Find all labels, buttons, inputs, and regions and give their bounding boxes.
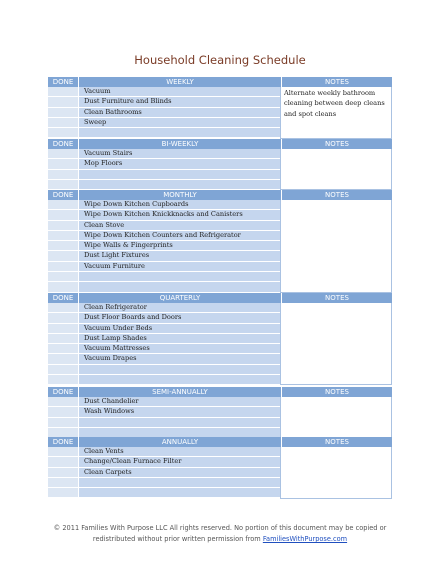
section-header: [48, 190, 392, 200]
section-title: SEMI-ANNUALLY: [78, 387, 281, 397]
done-checkbox-cell[interactable]: [48, 128, 78, 138]
task-cell: [78, 128, 280, 138]
done-checkbox-cell[interactable]: [48, 180, 78, 190]
notes-header: NOTES: [281, 293, 392, 303]
task-cell: Vacuum Mattresses: [78, 344, 280, 354]
task-cell: Wash Windows: [78, 407, 280, 417]
footer-line-1: © 2011 Families With Purpose LLC All rights reserved. No portion of this document may be copied or: [53, 524, 387, 532]
section-semi-annually: [48, 387, 392, 438]
task-cell: Sweep: [78, 118, 280, 128]
done-checkbox-cell[interactable]: [48, 221, 78, 231]
done-checkbox-cell[interactable]: [48, 334, 78, 344]
done-checkbox-cell[interactable]: [48, 354, 78, 364]
task-cell: [78, 375, 280, 385]
task-cell: [78, 282, 280, 292]
task-cell: Clean Vents: [78, 447, 280, 457]
notes-header: NOTES: [281, 190, 392, 200]
section-header: [48, 139, 392, 149]
section-title: MONTHLY: [78, 190, 281, 200]
section-header: [48, 77, 392, 87]
done-header: DONE: [52, 191, 74, 199]
task-cell: Clean Stove: [78, 221, 280, 231]
done-header: DONE: [52, 294, 74, 302]
done-checkbox-cell[interactable]: [48, 231, 78, 241]
notes-cell[interactable]: [280, 303, 392, 385]
section-header: [48, 387, 392, 397]
done-checkbox-cell[interactable]: [48, 87, 78, 97]
section-title: BI-WEEKLY: [78, 139, 281, 149]
done-checkbox-cell[interactable]: [48, 303, 78, 313]
section-title: QUARTERLY: [78, 293, 281, 303]
done-checkbox-cell[interactable]: [48, 313, 78, 323]
done-checkbox-cell[interactable]: [48, 251, 78, 261]
task-cell: Dust Chandelier: [78, 397, 280, 407]
section-title: WEEKLY: [78, 77, 281, 87]
done-checkbox-cell[interactable]: [48, 97, 78, 107]
footer: [40, 523, 400, 545]
done-checkbox-cell[interactable]: [48, 149, 78, 159]
done-checkbox-cell[interactable]: [48, 457, 78, 467]
done-checkbox-cell[interactable]: [48, 468, 78, 478]
task-cell: Wipe Down Kitchen Counters and Refrigerator: [78, 231, 280, 241]
done-checkbox-cell[interactable]: [48, 488, 78, 498]
task-cell: [78, 180, 280, 190]
done-header: DONE: [52, 78, 74, 86]
done-header: DONE: [52, 438, 74, 446]
done-checkbox-cell[interactable]: [48, 262, 78, 272]
done-checkbox-cell[interactable]: [48, 365, 78, 375]
task-cell: Vacuum: [78, 87, 280, 97]
done-checkbox-cell[interactable]: [48, 118, 78, 128]
notes-cell[interactable]: [280, 397, 392, 438]
task-cell: Vacuum Drapes: [78, 354, 280, 364]
footer-line-2: redistributed without prior written permission from: [92, 535, 261, 543]
task-cell: Change/Clean Furnace Filter: [78, 457, 280, 467]
task-cell: [78, 488, 280, 498]
task-cell: Dust Lamp Shades: [78, 334, 280, 344]
task-cell: Vacuum Furniture: [78, 262, 280, 272]
done-checkbox-cell[interactable]: [48, 241, 78, 251]
done-checkbox-cell[interactable]: [48, 200, 78, 210]
task-cell: [78, 272, 280, 282]
section-weekly: [48, 77, 392, 139]
task-cell: Wipe Down Kitchen Cupboards: [78, 200, 280, 210]
notes-header: NOTES: [281, 77, 392, 87]
done-checkbox-cell[interactable]: [48, 170, 78, 180]
task-cell: [78, 365, 280, 375]
task-cell: Dust Floor Boards and Doors: [78, 313, 280, 323]
notes-cell[interactable]: [280, 149, 392, 190]
done-checkbox-cell[interactable]: [48, 108, 78, 118]
section-header: [48, 293, 392, 303]
done-checkbox-cell[interactable]: [48, 282, 78, 292]
notes-cell[interactable]: [280, 447, 392, 499]
section-header: [48, 437, 392, 447]
task-cell: Dust Light Fixtures: [78, 251, 280, 261]
notes-cell[interactable]: Alternate weekly bathroom cleaning between deep cleans and spot cleans: [280, 87, 392, 139]
done-checkbox-cell[interactable]: [48, 397, 78, 407]
done-checkbox-cell[interactable]: [48, 478, 78, 488]
done-checkbox-cell[interactable]: [48, 344, 78, 354]
notes-header: NOTES: [281, 437, 392, 447]
task-cell: [78, 170, 280, 180]
section-quarterly: [48, 293, 392, 385]
task-cell: [78, 478, 280, 488]
task-cell: Vacuum Under Beds: [78, 324, 280, 334]
footer-link[interactable]: FamiliesWithPurpose.com: [262, 535, 348, 543]
section-annually: [48, 437, 392, 499]
task-cell: Vacuum Stairs: [78, 149, 280, 159]
task-cell: Dust Furniture and Blinds: [78, 97, 280, 107]
task-cell: Wipe Down Kitchen Knickknacks and Canisters: [78, 210, 280, 220]
task-cell: Clean Bathrooms: [78, 108, 280, 118]
section-monthly: [48, 190, 392, 293]
done-checkbox-cell[interactable]: [48, 159, 78, 169]
page-title: Household Cleaning Schedule: [134, 53, 306, 67]
task-cell: Clean Refrigerator: [78, 303, 280, 313]
done-checkbox-cell[interactable]: [48, 447, 78, 457]
done-checkbox-cell[interactable]: [48, 418, 78, 428]
task-cell: Mop Floors: [78, 159, 280, 169]
done-checkbox-cell[interactable]: [48, 272, 78, 282]
notes-header: NOTES: [281, 139, 392, 149]
notes-header: NOTES: [281, 387, 392, 397]
done-checkbox-cell[interactable]: [48, 210, 78, 220]
task-cell: Clean Carpets: [78, 468, 280, 478]
section-bi-weekly: [48, 139, 392, 190]
notes-cell[interactable]: [280, 200, 392, 293]
task-cell: [78, 418, 280, 428]
done-checkbox-cell[interactable]: [48, 375, 78, 385]
section-title: ANNUALLY: [78, 437, 281, 447]
done-header: DONE: [52, 140, 74, 148]
done-header: DONE: [52, 388, 74, 396]
task-cell: Wipe Walls & Fingerprints: [78, 241, 280, 251]
done-checkbox-cell[interactable]: [48, 324, 78, 334]
done-checkbox-cell[interactable]: [48, 407, 78, 417]
